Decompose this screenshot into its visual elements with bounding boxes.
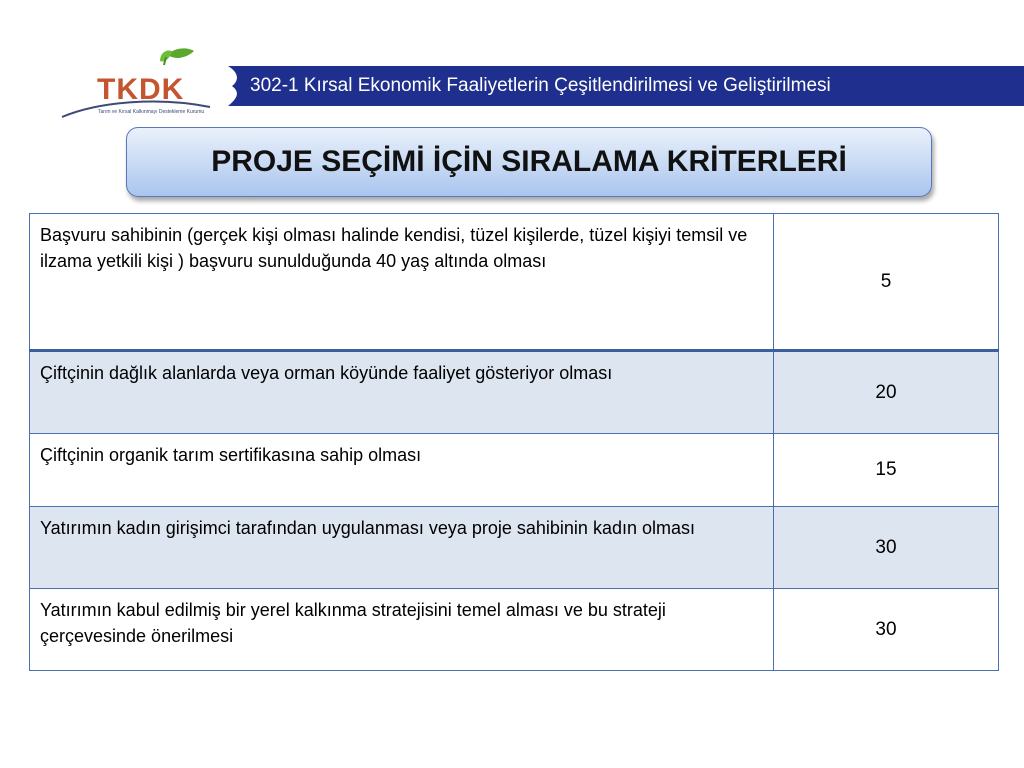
table-row <box>30 507 999 589</box>
score-cell: 5 <box>774 214 999 351</box>
criteria-table <box>29 213 999 671</box>
table-row <box>30 214 999 351</box>
table-row <box>30 434 999 507</box>
criterion-cell: Yatırımın kabul edilmiş bir yerel kalkınma stratejisini temel alması ve bu strateji çerçevesinde önerilmesi <box>30 589 774 671</box>
score-cell: 30 <box>774 589 999 671</box>
table-row <box>30 589 999 671</box>
slide-title: PROJE SEÇİMİ İÇİN SIRALAMA KRİTERLERİ <box>211 145 847 178</box>
score-cell: 15 <box>774 434 999 507</box>
criterion-cell: Yatırımın kadın girişimci tarafından uygulanması veya proje sahibinin kadın olması <box>30 507 774 589</box>
header-title: 302-1 Kırsal Ekonomik Faaliyetlerin Çeşitlendirilmesi ve Geliştirilmesi <box>250 75 831 96</box>
header-banner <box>210 66 1024 106</box>
logo-subtitle: Tarım ve Kırsal Kalkınmayı Destekleme Kurumu <box>98 109 205 115</box>
slide-title-box <box>126 127 932 197</box>
logo-text: TKDK <box>97 73 185 106</box>
score-cell: 30 <box>774 507 999 589</box>
criterion-cell: Çiftçinin dağlık alanlarda veya orman köyünde faaliyet gösteriyor olması <box>30 351 774 434</box>
criterion-cell: Çiftçinin organik tarım sertifikasına sahip olması <box>30 434 774 507</box>
tkdk-logo <box>60 45 230 125</box>
criterion-cell: Başvuru sahibinin (gerçek kişi olması halinde kendisi, tüzel kişilerde, tüzel kişiyi temsil ve ilzama yetkili kişi ) başvuru sunulduğunda 40 yaş altında olması <box>30 214 774 351</box>
score-cell: 20 <box>774 351 999 434</box>
table-row <box>30 351 999 434</box>
